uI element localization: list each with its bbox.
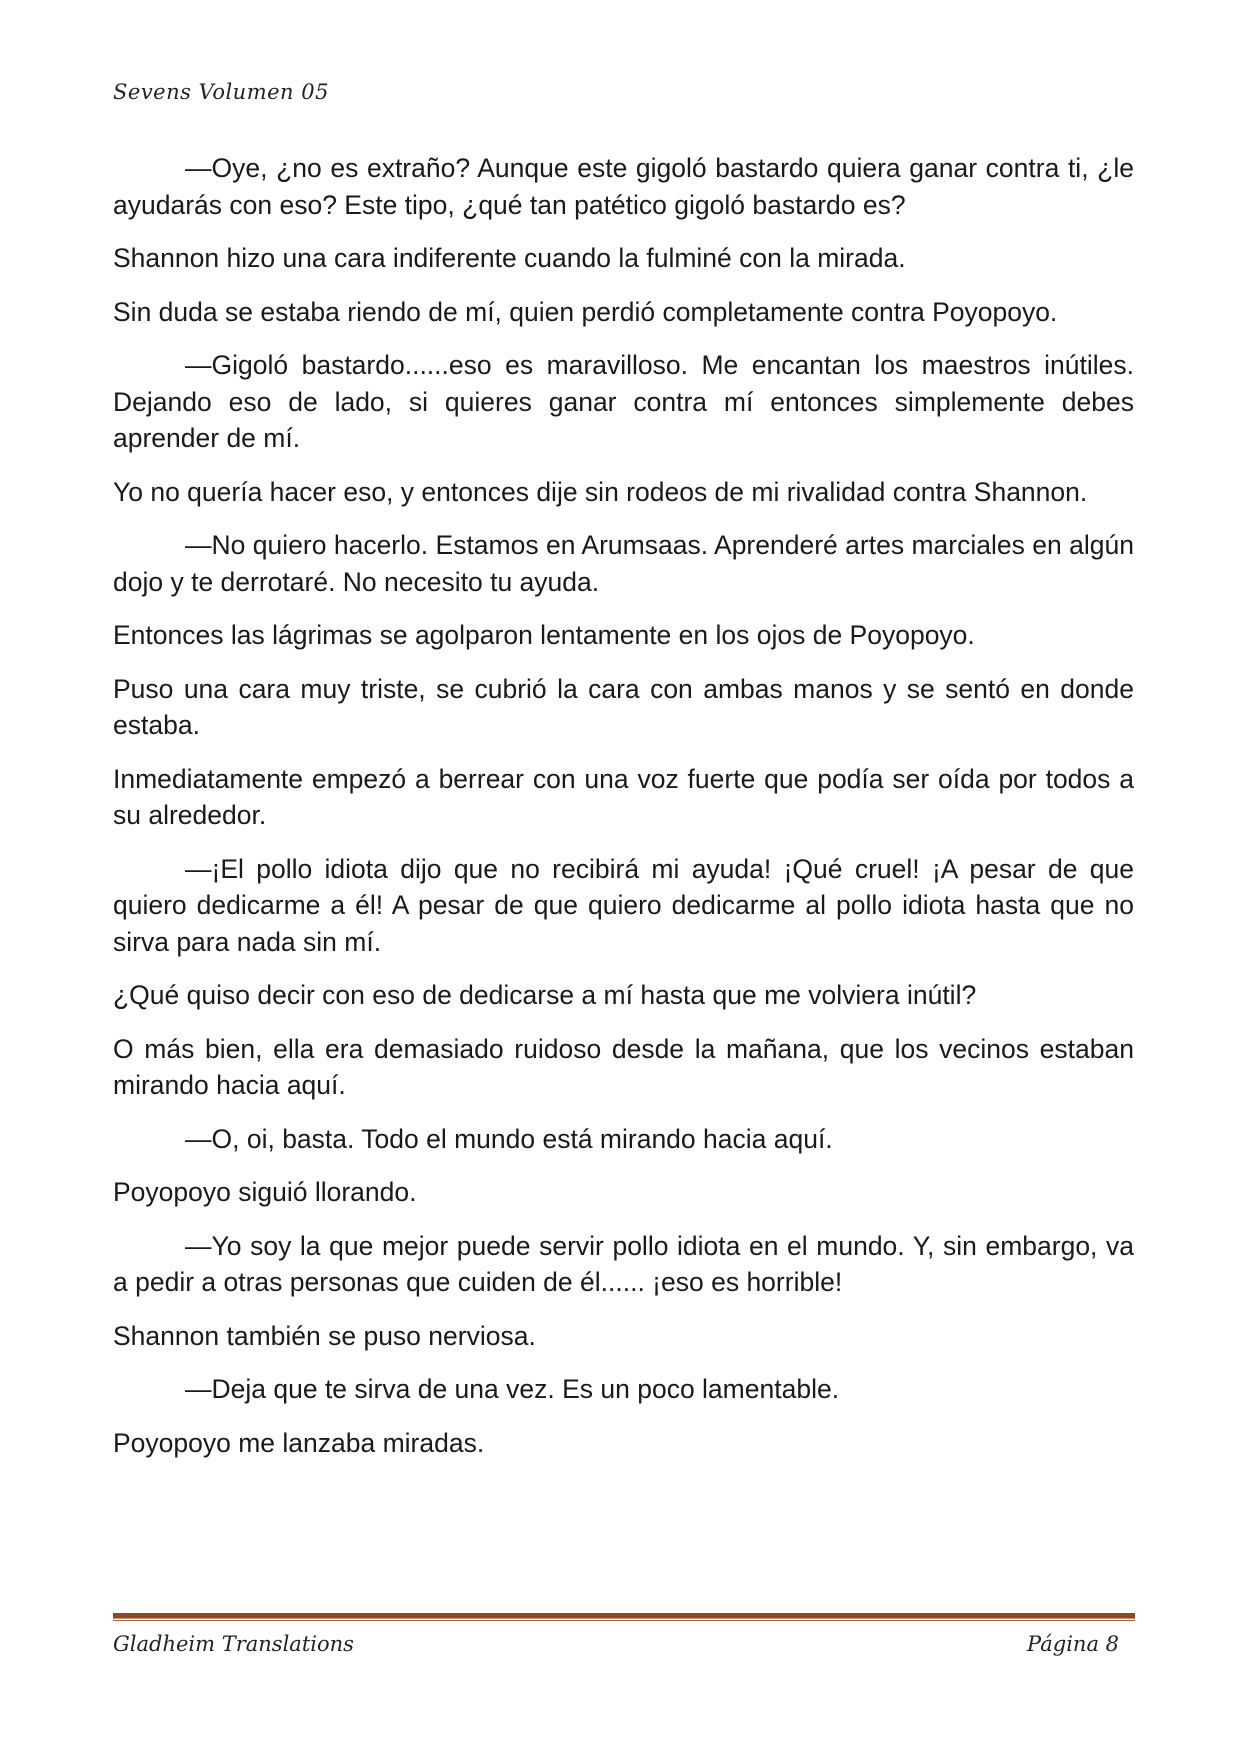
paragraph: —Deja que te sirva de una vez. Es un poco lamentable. — [185, 1374, 840, 1404]
paragraph: ¿Qué quiso decir con eso de dedicarse a mí hasta que me volviera inútil? — [113, 980, 977, 1010]
paragraph: Shannon hizo una cara indiferente cuando la fulminé con la mirada. — [113, 243, 906, 273]
paragraph: —O, oi, basta. Todo el mundo está mirando hacia aquí. — [185, 1123, 833, 1154]
paragraph: —Yo soy la que mejor puede servir pollo idiota en el mundo. Y, sin embargo, va a pedir a otras personas que cuiden de él...... ¡eso es horrible! — [113, 1230, 1134, 1297]
body-text — [113, 150, 1134, 1478]
page-header-title: Sevens Volumen 05 — [113, 80, 329, 104]
paragraph: —No quiero hacerlo. Estamos en Arumsaas. Aprenderé artes marciales en algún dojo y te derrotaré. No necesito tu ayuda. — [113, 530, 1134, 597]
footer-divider — [113, 1613, 1135, 1619]
paragraph: Puso una cara muy triste, se cubrió la cara con ambas manos y se sentó en donde estaba. — [113, 673, 1134, 740]
paragraph: Inmediatamente empezó a berrear con una voz fuerte que podía ser oída por todos a su alrededor. — [113, 763, 1134, 830]
footer-page-number: Página 8 — [1027, 1632, 1119, 1656]
paragraph: —Oye, ¿no es extraño? Aunque este gigoló bastardo quiera ganar contra ti, ¿le ayudarás con eso? Este tipo, ¿qué tan patético gigoló bastardo es? — [113, 153, 1134, 220]
footer-translator: Gladheim Translations — [113, 1632, 354, 1656]
paragraph: —Gigoló bastardo......eso es maravilloso. Me encantan los maestros inútiles. Dejando eso de lado, si quieres ganar contra mí entonces simplemente debes aprender de mí. — [113, 350, 1134, 453]
paragraph: Poyopoyo siguió llorando. — [113, 1177, 417, 1207]
paragraph: Yo no quería hacer eso, y entonces dije sin rodeos de mi rivalidad contra Shannon. — [113, 476, 1088, 507]
paragraph: Entonces las lágrimas se agolparon lentamente en los ojos de Poyopoyo. — [113, 620, 975, 650]
paragraph: —¡El pollo idiota dijo que no recibirá mi ayuda! ¡Qué cruel! ¡A pesar de que quiero dedicarme a él! A pesar de que quiero dedicarme al pollo idiota hasta que no sirva para nada sin mí. — [113, 853, 1134, 957]
paragraph: Shannon también se puso nerviosa. — [113, 1320, 536, 1351]
paragraph: Poyopoyo me lanzaba miradas. — [113, 1427, 485, 1458]
paragraph: Sin duda se estaba riendo de mí, quien perdió completamente contra Poyopoyo. — [113, 296, 1058, 327]
paragraph: O más bien, ella era demasiado ruidoso desde la mañana, que los vecinos estaban mirando hacia aquí. — [113, 1033, 1134, 1100]
